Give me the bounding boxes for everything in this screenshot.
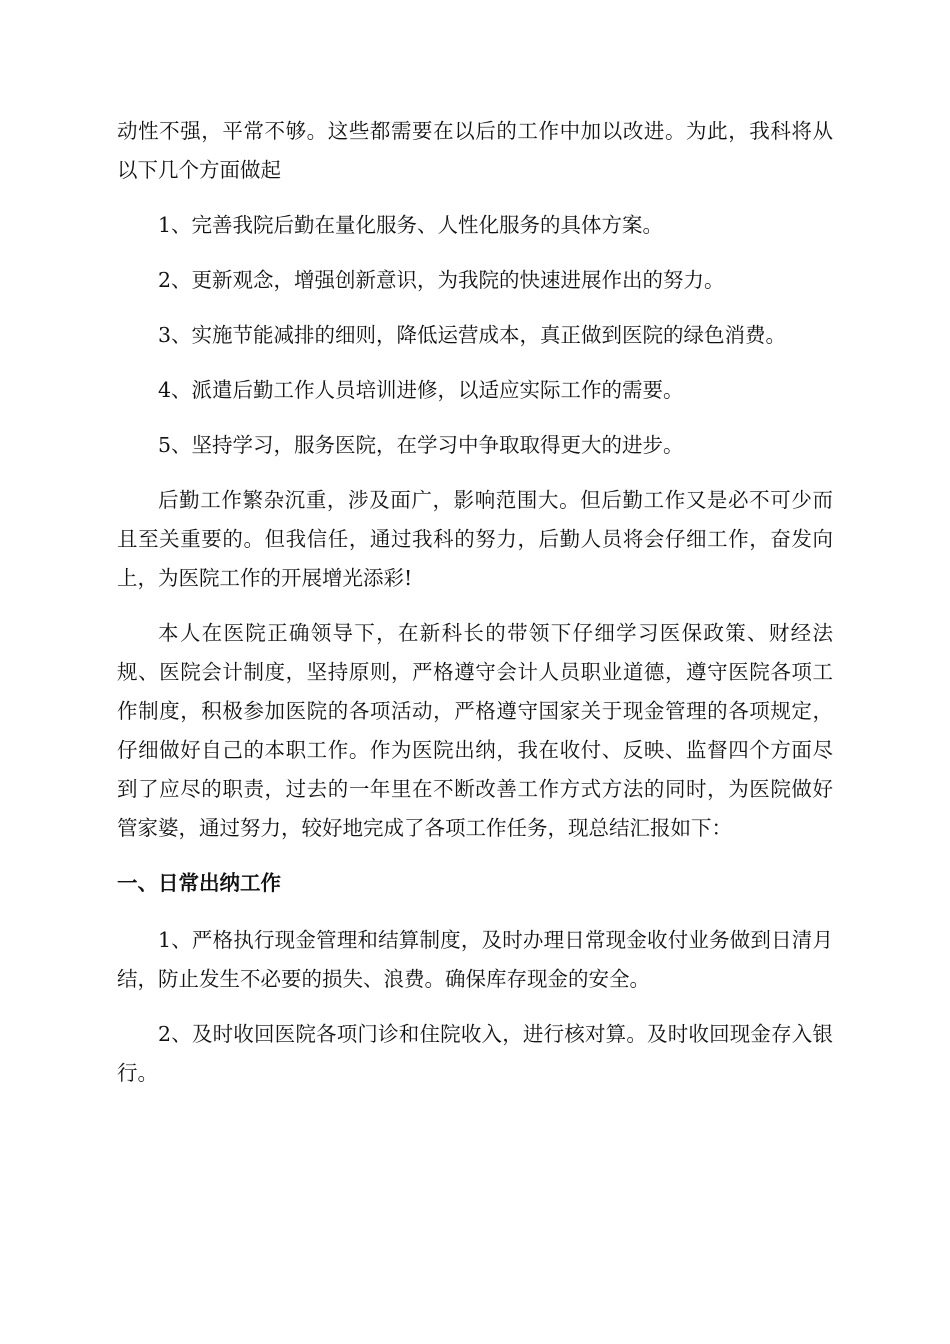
list-item-4: 4、派遣后勤工作人员培训进修，以适应实际工作的需要。 (158, 378, 684, 402)
section-heading: 一、日常出纳工作 (117, 871, 281, 895)
list-item-1: 1、完善我院后勤在量化服务、人性化服务的具体方案。 (158, 213, 664, 237)
list-item-3: 3、实施节能减排的细则，降低运营成本，真正做到医院的绿色消费。 (158, 323, 787, 347)
list-item-5: 5、坚持学习，服务医院，在学习中争取取得更大的进步。 (158, 433, 684, 457)
paragraph-logistics-summary: 后勤工作繁杂沉重，涉及面广，影响范围大。但后勤工作又是必不可少而且至关重要的。但我信任，通过我科的努力，后勤人员将会仔细工作，奋发向上，为医院工作的开展增光添彩! (117, 488, 833, 590)
section-item-2: 2、及时收回医院各项门诊和住院收入，进行核对算。及时收回现金存入银行。 (117, 1022, 833, 1085)
section-item-1: 1、严格执行现金管理和结算制度，及时办理日常现金收付业务做到日清月结，防止发生不必要的损失、浪费。确保库存现金的安全。 (117, 928, 833, 991)
paragraph-continuation: 动性不强，平常不够。这些都需要在以后的工作中加以改进。为此，我科将从以下几个方面做起 (117, 119, 833, 182)
list-item-2: 2、更新观念，增强创新意识，为我院的快速进展作出的努力。 (158, 268, 725, 292)
document-page (117, 112, 833, 1109)
paragraph-cashier-intro: 本人在医院正确领导下，在新科长的带领下仔细学习医保政策、财经法规、医院会计制度，坚持原则，严格遵守会计人员职业道德，遵守医院各项工作制度，积极参加医院的各项活动，严格遵守国家关于现金管理的各项规定，仔细做好自己的本职工作。作为医院出纳，我在收付、反映、监督四个方面尽到了应尽的职责，过去的一年里在不断改善工作方式方法的同时，为医院做好管家婆，通过努力，较好地完成了各项工作任务，现总结汇报如下： (117, 621, 833, 840)
